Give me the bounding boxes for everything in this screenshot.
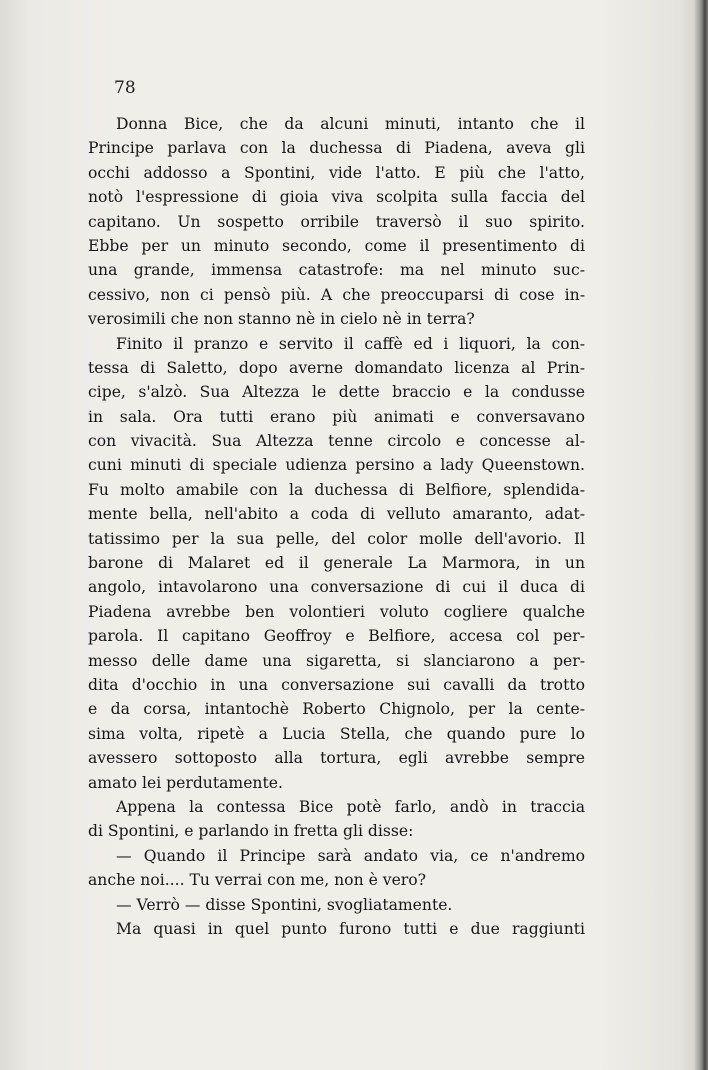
- text-line: dita d'occhio in una conversazione sui cavalli da trotto: [88, 675, 585, 694]
- text-line: verosimili che non stanno nè in cielo nè in terra?: [88, 310, 475, 329]
- text-line: Donna Bice, che da alcuni minuti, intanto che il: [116, 115, 585, 133]
- text-line: Ma quasi in quel punto furono tutti e due raggiunti: [116, 919, 585, 938]
- text-line: Appena la contessa Bice potè farlo, andò in traccia: [116, 797, 585, 816]
- text-line: avessero sottoposto alla tortura, egli avrebbe sempre: [88, 749, 585, 768]
- text-line: notò l'espressione di gioia viva scolpita sulla faccia del: [88, 188, 585, 207]
- text-line: di Spontini, e parlando in fretta gli disse:: [88, 822, 414, 841]
- page-number: 78: [114, 78, 136, 98]
- text-line: con vivacità. Sua Altezza tenne circolo e concesse al-: [88, 432, 585, 451]
- text-line: tessa di Saletto, dopo averne domandato licenza al Prin-: [88, 358, 585, 377]
- text-line: amato lei perdutamente.: [88, 773, 283, 792]
- text-line: sima volta, ripetè a Lucia Stella, che quando pure lo: [88, 724, 585, 743]
- body-text: [88, 112, 585, 941]
- text-line: Principe parlava con la duchessa di Piadena, aveva gli: [88, 139, 585, 158]
- text-line: Finito il pranzo e servito il caffè ed i liquori, la con-: [116, 334, 585, 353]
- text-line: mente bella, nell'abito a coda di velluto amaranto, adat-: [88, 505, 585, 524]
- text-line: cessivo, non ci pensò più. A che preoccuparsi di cose in-: [88, 285, 585, 304]
- text-line: cuni minuti di speciale udienza persino a lady Queenstown.: [88, 456, 585, 475]
- text-line: — Verrò — disse Spontini, svogliatamente.: [116, 895, 453, 914]
- text-line: Piadena avrebbe ben volontieri voluto cogliere qualche: [88, 602, 585, 621]
- text-line: tatissimo per la sua pelle, del color molle dell'avorio. Il: [88, 529, 585, 548]
- text-line: parola. Il capitano Geoffroy e Belfiore, accesa col per-: [88, 627, 585, 646]
- text-line: — Quando il Principe sarà andato via, ce n'andremo: [116, 846, 585, 865]
- text-line: Fu molto amabile con la duchessa di Belfiore, splendida-: [88, 480, 585, 499]
- text-line: barone di Malaret ed il generale La Marmora, in un: [88, 554, 585, 573]
- text-line: anche noi.... Tu verrai con me, non è vero?: [88, 871, 426, 890]
- text-line: messo delle dame una sigaretta, si slanciarono a per-: [88, 651, 585, 670]
- text-line: e da corsa, intantochè Roberto Chignolo, per la cente-: [88, 700, 585, 719]
- text-line: in sala. Ora tutti erano più animati e conversavano: [88, 407, 585, 426]
- text-line: occhi addosso a Spontini, vide l'atto. E più che l'atto,: [88, 163, 585, 182]
- text-line: Ebbe per un minuto secondo, come il presentimento di: [88, 236, 585, 255]
- text-line: cipe, s'alzò. Sua Altezza le dette braccio e la condusse: [88, 383, 585, 402]
- text-line: una grande, immensa catastrofe: ma nel minuto suc-: [88, 261, 585, 280]
- text-line: capitano. Un sospetto orribile traversò il suo spirito.: [88, 212, 585, 231]
- text-line: angolo, intavolarono una conversazione di cui il duca di: [88, 578, 585, 597]
- book-spine-shadow: [694, 0, 708, 1070]
